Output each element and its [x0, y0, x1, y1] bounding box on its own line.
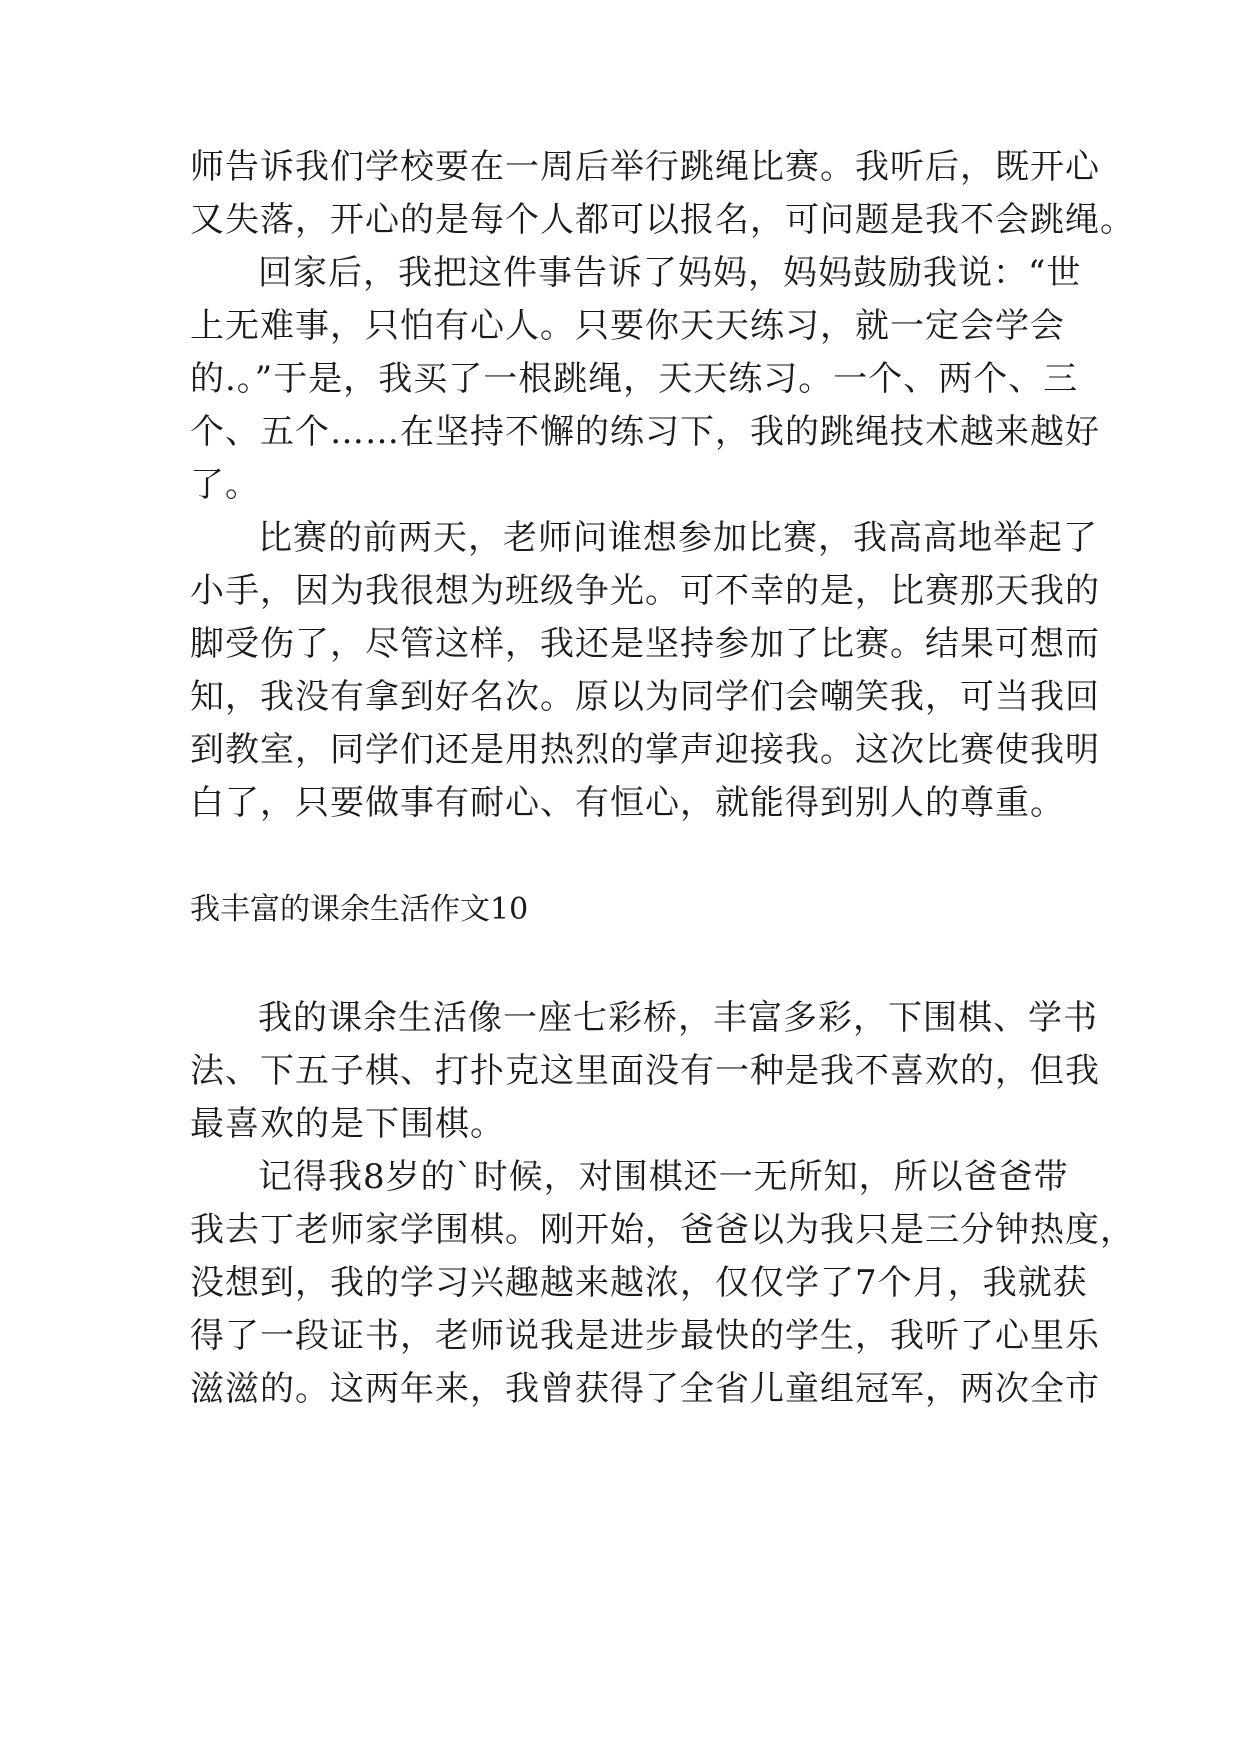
- paragraph-line: 得了一段证书，老师说我是进步最快的学生，我听了心里乐: [190, 1316, 1100, 1356]
- paragraph-line: 滋滋的。这两年来，我曾获得了全省儿童组冠军，两次全市: [190, 1369, 1100, 1409]
- paragraph-line: 了。: [190, 465, 260, 505]
- paragraph-line: 我去丁老师家学围棋。刚开始，爸爸以为我只是三分钟热度，: [190, 1210, 1135, 1250]
- paragraph-line: 的.。”于是，我买了一根跳绳，天天练习。一个、两个、三: [190, 359, 1079, 399]
- paragraph-line: 到教室，同学们还是用热烈的掌声迎接我。这次比赛使我明: [190, 730, 1100, 770]
- paragraph-line: 比赛的前两天，老师问谁想参加比赛，我高高地举起了: [258, 518, 1098, 558]
- paragraph-line: 没想到，我的学习兴趣越来越浓，仅仅学了7个月，我就获: [190, 1263, 1088, 1303]
- paragraph-line: 师告诉我们学校要在一周后举行跳绳比赛。我听后，既开心: [190, 147, 1100, 187]
- paragraph-line: 知，我没有拿到好名次。原以为同学们会嘲笑我，可当我回: [190, 677, 1100, 717]
- paragraph-line: 上无难事，只怕有心人。只要你天天练习，就一定会学会: [190, 306, 1065, 346]
- paragraph-line: 法、下五子棋、打扑克这里面没有一种是我不喜欢的，但我: [190, 1051, 1100, 1091]
- paragraph-line: 我的课余生活像一座七彩桥，丰富多彩，下围棋、学书: [258, 998, 1098, 1038]
- paragraph-line: 最喜欢的是下围棋。: [190, 1104, 505, 1144]
- paragraph-line: 脚受伤了，尽管这样，我还是坚持参加了比赛。结果可想而: [190, 624, 1100, 664]
- paragraph-line: 又失落，开心的是每个人都可以报名，可问题是我不会跳绳。: [190, 200, 1135, 240]
- paragraph-line: 个、五个……在坚持不懈的练习下，我的跳绳技术越来越好: [190, 412, 1100, 452]
- paragraph-line: 小手，因为我很想为班级争光。可不幸的是，比赛那天我的: [190, 571, 1100, 611]
- paragraph-line: 白了，只要做事有耐心、有恒心，就能得到别人的尊重。: [190, 783, 1065, 823]
- paragraph-line: 回家后，我把这件事告诉了妈妈，妈妈鼓励我说：“世: [258, 253, 1082, 293]
- section-heading: 我丰富的课余生活作文10: [190, 892, 529, 927]
- paragraph-line: 记得我8岁的`时候，对围棋还一无所知，所以爸爸带: [258, 1157, 1069, 1197]
